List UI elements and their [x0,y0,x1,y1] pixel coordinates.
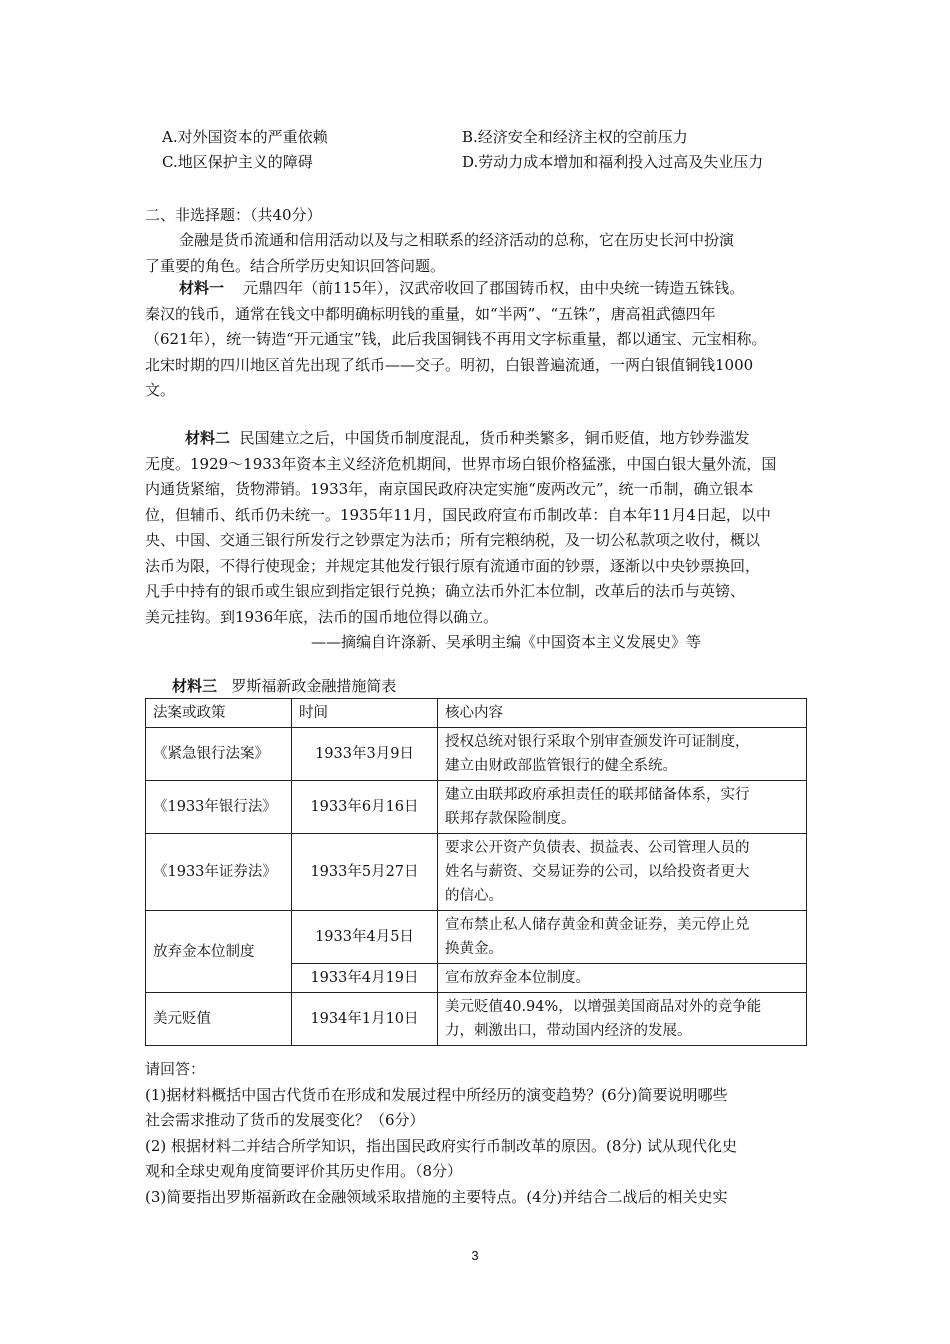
table-row [146,728,807,781]
content-cell: 宣布禁止私人储存黄金和黄金证券，美元停止兑 换黄金。 [438,911,807,964]
material-one: 材料一 元鼎四年（前115年），汉武帝收回了郡国铸币权，由中央统一铸造五铢钱。 秦汉的钱币，通常在钱文中都明确标明钱的重量，如“半两”、“五铢”，唐高祖武德四年 （621年），统一铸造“开元通宝”钱，此后我国铜钱不再用文字标重量，都以通宝、元宝相称。 北宋时期的四川地区首先出现了纸币——交子。明初，白银普遍流通，一两白银值铜钱1000 文。 [145,279,767,399]
question-2: (2) 根据材料二并结合所学知识，指出国民政府实行币制改革的原因。(8分) 试从现代化史 [145,1136,738,1155]
option-c: C.地区保护主义的障碍 [162,153,313,171]
policy-cell: 《紧急银行法案》 [146,728,292,781]
option-d: D.劳动力成本增加和福利投入过高及失业压力 [462,153,764,171]
content-cell: 要求公开资产负债表、损益表、公司管理人员的 姓名与薪资、交易证券的公司，以给投资者更大 的信心。 [438,834,807,911]
content-cell: 授权总统对银行采取个别审查颁发许可证制度， 建立由财政部监管银行的健全系统。 [438,728,807,781]
header-time: 时间 [292,699,438,728]
policy-cell: 《1933年证券法》 [146,834,292,911]
material-one-label: 材料一 [179,279,225,297]
header-content: 核心内容 [438,699,807,728]
questions: 请回答： (1)据材料概括中国古代货币在形成和发展过程中所经历的演变趋势？(6分)简要说明哪些 社会需求推动了货币的发展变化？（6分） (2) 根据材料二并结合所学知识，指出国民政府实行币制改革的原因。(8分) 试从现代化史 观和全球史观角度简要评价其历史作用。（8分） (3)简要指出罗斯福新政在金融领域采取措施的主要特点。(4分)并结合二战后的相关史实 [145,1057,815,1210]
time-cell: 1933年4月5日 [292,911,438,964]
material-three-title: 罗斯福新政金融措施简表 [231,677,397,695]
policy-cell: 美元贬值 [146,993,292,1046]
page-number: 3 [471,1248,479,1263]
table-row [146,834,807,911]
material-three-caption [172,675,396,696]
content-cell: 宣布放弃金本位制度。 [438,964,807,993]
material-two-label: 材料二 [185,429,231,447]
policy-cell: 放弃金本位制度 [146,911,292,993]
content-cell: 建立由联邦政府承担责任的联邦储备体系，实行 联邦存款保险制度。 [438,781,807,834]
question-3: (3)简要指出罗斯福新政在金融领域采取措施的主要特点。(4分)并结合二战后的相关史实 [145,1187,728,1206]
option-b: B.经济安全和经济主权的空前压力 [462,128,688,146]
header-policy: 法案或政策 [146,699,292,728]
table-row [146,781,807,834]
material-two-source: ——摘编自许涤新、吴承明主编《中国资本主义发展史》等 [311,633,702,651]
content-cell: 美元贬值40.94%，以增强美国商品对外的竞争能 力，刺激出口，带动国内经济的发展。 [438,993,807,1046]
material-two: 材料二 民国建立之后，中国货币制度混乱，货币种类繁多，铜币贬值，地方钞券滥发 无度。1929～1933年资本主义经济危机期间，世界市场白银价格猛涨，中国白银大量外流，国 内通货紧缩，货物滞销。1933年，南京国民政府决定实施“废两改元”，统一币制，确立银本 位，但辅币、纸币仍未统一。1935年11月，国民政府宣布币制改革：自本年11月4日起，以中 央、中国、交通三银行所发行之钞票定为法币；所有完粮纳税，及一切公私款项之收付，概以 法币为限，不得行使现金；并规定其他发行银行原有流通市面的钞票，逐渐以中央钞票换回， 凡手中持有的银币或生银应到指定银行兑换；确立法币外汇本位制，改革后的法币与英镑、 美元挂钩。到1936年底，法币的国币地位得以确立。 ——摘编自许涤新、吴承明主编《中国资本主义发展史》等 [145,426,810,656]
time-cell: 1933年6月16日 [292,781,438,834]
table-row [146,993,807,1046]
questions-intro: 请回答： [145,1060,206,1078]
question-1: (1)据材料概括中国古代货币在形成和发展过程中所经历的演变趋势？(6分)简要说明哪些 [145,1085,728,1104]
material-three-label: 材料三 [172,677,218,695]
time-cell: 1933年4月19日 [292,964,438,993]
option-a: A.对外国资本的严重依赖 [162,128,328,146]
time-cell: 1934年1月10日 [292,993,438,1046]
section-title: 二、非选择题：（共40分） [145,206,322,224]
policy-cell: 《1933年银行法》 [146,781,292,834]
new-deal-finance-table [145,698,807,1046]
time-cell: 1933年5月27日 [292,834,438,911]
table-header-row [146,699,807,728]
time-cell: 1933年3月9日 [292,728,438,781]
table-row [146,911,807,964]
intro-paragraph: 金融是货币流通和信用活动以及与之相联系的经济活动的总称，它在历史长河中扮演 了重要的角色。结合所学历史知识回答问题。 [145,231,735,275]
